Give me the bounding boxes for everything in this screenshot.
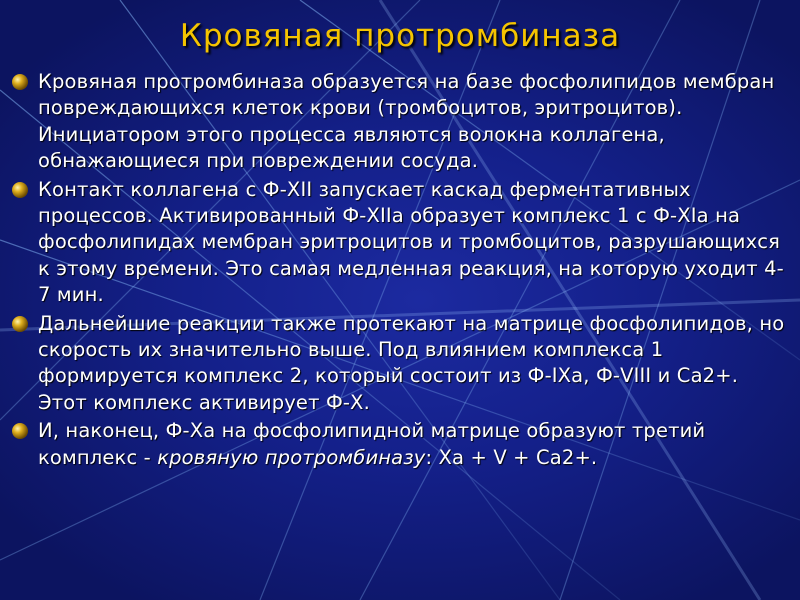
bullet-text-end: : Ха + V + Са2+. — [425, 445, 598, 469]
bullet-text: Кровяная протромбиназа образуется на базе фосфолипидов мембран повреждающихся клеток крови (тромбоцитов, эритроцитов). Инициатором этого процесса являются волокна коллагена, обнажающиеся при повреждении сосуда. — [38, 70, 775, 173]
bullet-item — [8, 418, 792, 471]
gold-sphere-icon — [10, 421, 30, 441]
gold-sphere-icon — [10, 314, 30, 334]
bullet-text — [38, 418, 792, 471]
gold-sphere-icon — [10, 72, 30, 92]
bullet-item — [8, 311, 792, 417]
bullet-item — [8, 177, 792, 309]
bullet-text: Дальнейшие реакции также протекают на матрице фосфолипидов, но скорость их значительно выше. Под влиянием комплекса 1 формируется комплекс 2, который состоит из Ф-IXа, Ф-VIII и Са2+. Этот комплекс активирует Ф-Х. — [38, 311, 785, 414]
bullet-text-start: И, наконец, Ф-Ха на фосфолипидной матрице образуют третий комплекс - — [38, 419, 706, 469]
emphasized-term: кровяную протромбиназу — [157, 445, 426, 469]
bullet-text: Контакт коллагена с Ф-XII запускает каскад ферментативных процессов. Активированный Ф-XIIа образует комплекс 1 с Ф-XIа на фосфолипидах мембран эритроцитов и тромбоцитов, разрушающихся к этому времени. Это самая медленная реакция, на которую уходит 4-7 мин. — [38, 177, 784, 307]
slide-title: Кровяная протромбиназа — [179, 18, 621, 54]
gold-sphere-icon — [10, 180, 30, 200]
bullet-item — [8, 69, 792, 175]
bullet-list — [8, 69, 792, 473]
